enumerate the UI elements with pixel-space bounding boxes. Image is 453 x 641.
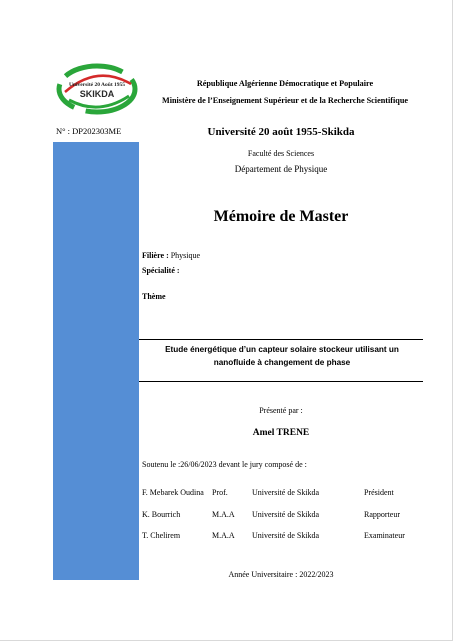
jury-role: Examinateur — [364, 531, 405, 540]
jury-grade: M.A.A — [212, 531, 235, 540]
jury-grade: M.A.A — [212, 510, 235, 519]
svg-text:SKIKDA: SKIKDA — [79, 89, 115, 99]
jury-role: Rapporteur — [364, 510, 400, 519]
jury-row — [142, 510, 432, 521]
author-name: Amel TRENE — [252, 428, 310, 438]
blue-sidebar-band — [53, 142, 139, 580]
filiere-label: Filière : — [142, 251, 169, 260]
title-rule-bottom — [139, 381, 423, 382]
title-rule-top — [139, 339, 423, 340]
department-name: Département de Physique — [234, 164, 328, 174]
jury-name: K. Bourrich — [142, 510, 181, 519]
ministry-heading: Ministère de l’Enseignement Supérieur et de la Recherche Scientifique — [161, 96, 409, 105]
theme-label: Thème — [142, 292, 166, 301]
svg-text:Université 20 Août 1955: Université 20 Août 1955 — [68, 82, 126, 88]
jury-grade: Prof. — [212, 488, 228, 497]
jury-role: Président — [364, 488, 394, 497]
jury-name: T. Chelirem — [142, 531, 181, 540]
filiere-value: Physique — [168, 251, 201, 260]
academic-year: Année Universitaire : 2022/2023 — [228, 570, 334, 579]
jury-row — [142, 531, 432, 542]
jury-institution: Université de Skikda — [252, 510, 320, 519]
republic-heading: République Algérienne Démocratique et Populaire — [196, 79, 374, 88]
university-logo — [55, 62, 139, 116]
defense-date-line: Soutenu le :26/06/2023 devant le jury composé de : — [142, 460, 307, 469]
university-name: Université 20 août 1955-Skikda — [207, 126, 355, 138]
reference-number: N° : DP202303ME — [56, 126, 122, 136]
thesis-title — [142, 343, 422, 369]
thesis-title-line-1: Etude énergétique d’un capteur solaire stockeur utilisant un — [165, 345, 399, 354]
jury-row — [142, 488, 432, 499]
jury-institution: Université de Skikda — [252, 488, 320, 497]
thesis-title-line-2: nanofluide à changement de phase — [213, 358, 351, 367]
faculty-name: Faculté des Sciences — [247, 149, 315, 158]
jury-institution: Université de Skikda — [252, 531, 320, 540]
specialite-label: Spécialité : — [142, 266, 180, 275]
jury-name: F. Mebarek Oudina — [142, 488, 204, 497]
presented-by-label: Présenté par : — [259, 406, 303, 415]
document-type-title: Mémoire de Master — [213, 208, 349, 225]
filiere-line — [142, 251, 200, 260]
